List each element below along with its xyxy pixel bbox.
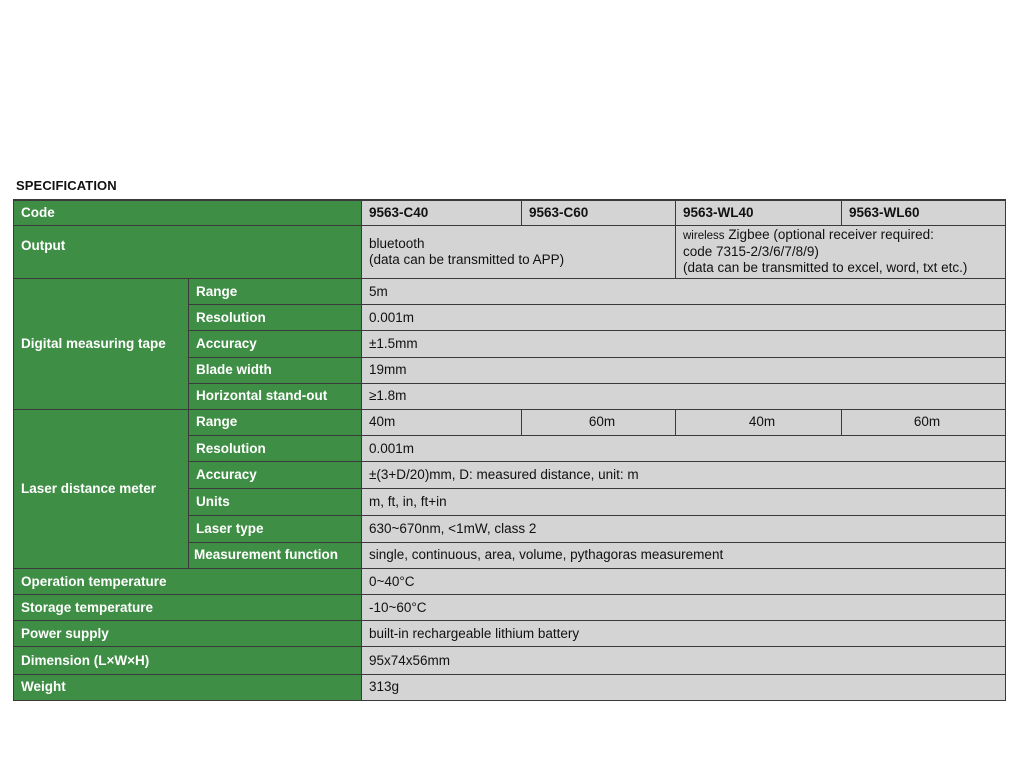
tape-blade-value: 19mm [362,357,1006,383]
row-code [14,200,1006,225]
output-wl-line1: Zigbee (optional receiver required: [728,227,934,243]
laser-range-wl40: 40m [676,409,842,435]
row-operation-temp [14,568,1006,594]
model-c60: 9563-C60 [522,200,676,225]
output-zigbee [676,225,1006,278]
laser-range-wl60: 60m [842,409,1006,435]
tape-standout-label: Horizontal stand-out [189,383,362,409]
output-c-line1: bluetooth [369,235,425,251]
weight-value: 313g [362,674,1006,700]
laser-units-value: m, ft, in, ft+in [362,489,1006,515]
dimension-label: Dimension (L×W×H) [14,647,362,674]
laser-type-value: 630~670nm, <1mW, class 2 [362,515,1006,542]
row-weight [14,674,1006,700]
laser-range-c60: 60m [522,409,676,435]
laser-label: Laser distance meter [14,409,189,568]
row-laser-range [14,409,1006,435]
model-wl60: 9563-WL60 [842,200,1006,225]
operation-temp-value: 0~40°C [362,568,1006,594]
spec-table [13,199,1006,701]
tape-blade-label: Blade width [189,357,362,383]
tape-resolution-value: 0.001m [362,305,1006,331]
laser-function-value: single, continuous, area, volume, pythagoras measurement [362,542,1006,568]
tape-range-value: 5m [362,279,1006,305]
laser-accuracy-value: ±(3+D/20)mm, D: measured distance, unit: m [362,462,1006,489]
output-wl-line3: (data can be transmitted to excel, word, txt etc.) [683,260,968,276]
model-wl40: 9563-WL40 [676,200,842,225]
laser-resolution-value: 0.001m [362,436,1006,462]
spec-title: SPECIFICATION [16,178,117,193]
output-label: Output [14,225,362,278]
laser-accuracy-label: Accuracy [189,462,362,489]
output-bluetooth [362,225,676,278]
laser-range-c40: 40m [362,409,522,435]
row-power-supply [14,621,1006,647]
tape-accuracy-label: Accuracy [189,331,362,357]
tape-label: Digital measuring tape [14,279,189,410]
laser-resolution-label: Resolution [189,436,362,462]
row-output [14,225,1006,278]
laser-type-label: Laser type [189,515,362,542]
tape-range-label: Range [189,279,362,305]
row-tape-range [14,279,1006,305]
weight-label: Weight [14,674,362,700]
storage-temp-label: Storage temperature [14,595,362,621]
tape-standout-value: ≥1.8m [362,383,1006,409]
power-supply-label: Power supply [14,621,362,647]
output-wl-prefix: wireless [683,230,725,243]
code-label: Code [14,200,362,225]
laser-units-label: Units [189,489,362,515]
tape-accuracy-value: ±1.5mm [362,331,1006,357]
tape-resolution-label: Resolution [189,305,362,331]
laser-function-label: Measurement function [189,542,362,568]
output-wl-line2: code 7315-2/3/6/7/8/9) [683,244,819,260]
power-supply-value: built-in rechargeable lithium battery [362,621,1006,647]
storage-temp-value: -10~60°C [362,595,1006,621]
model-c40: 9563-C40 [362,200,522,225]
row-storage-temp [14,595,1006,621]
row-dimension [14,647,1006,674]
operation-temp-label: Operation temperature [14,568,362,594]
laser-range-label: Range [189,409,362,435]
dimension-value: 95x74x56mm [362,647,1006,674]
output-c-line2: (data can be transmitted to APP) [369,251,565,267]
